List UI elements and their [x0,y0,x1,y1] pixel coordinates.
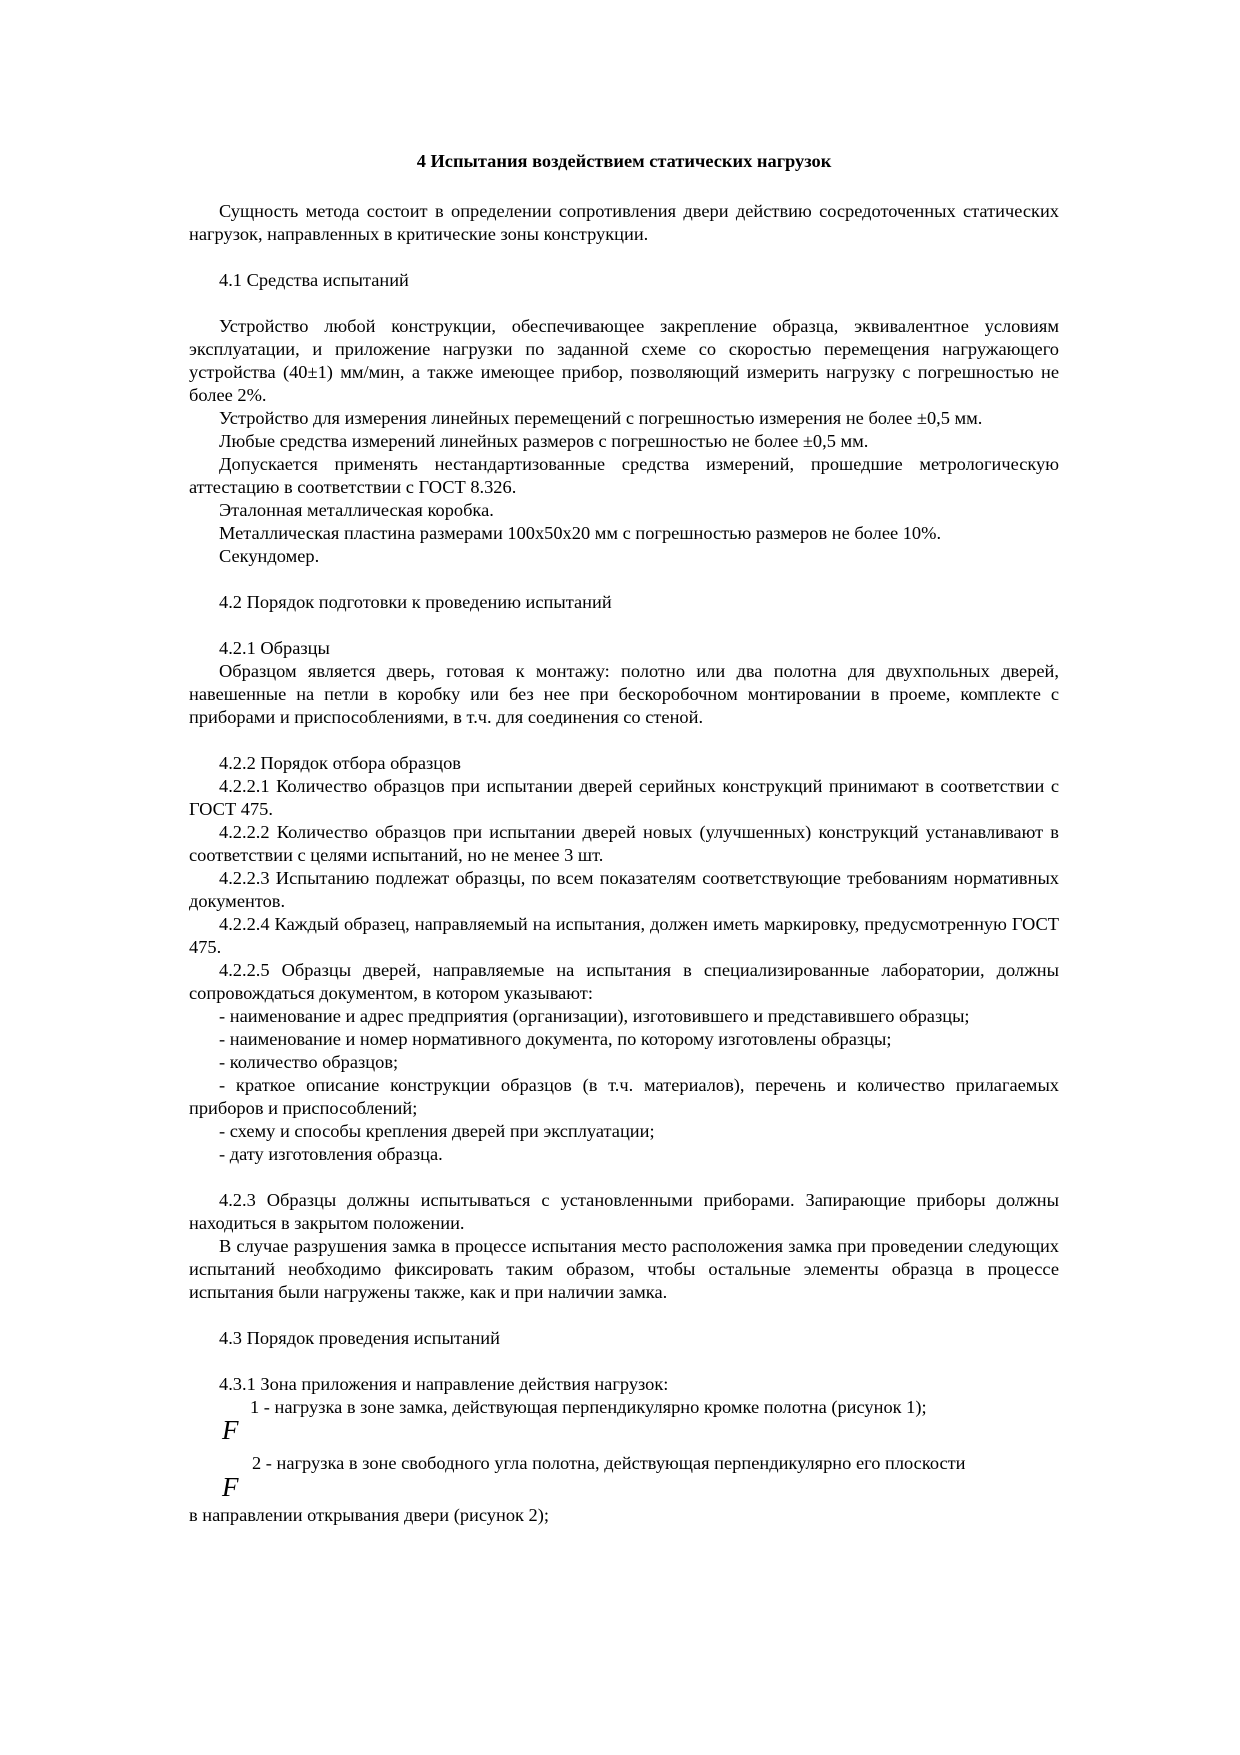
paragraph: 4.2.2.4 Каждый образец, направляемый на испытания, должен иметь маркировку, предусмотренную ГОСТ 475. [189,914,1059,957]
paragraph: 4.2.2.3 Испытанию подлежат образцы, по всем показателям соответствующие требованиям нормативных документов. [189,868,1059,911]
heading-4-2-1: 4.2.1 Образцы [219,638,330,658]
paragraph: Эталонная металлическая коробка. [219,500,494,520]
paragraph: Секундомер. [219,546,320,566]
paragraph: Любые средства измерений линейных размеров с погрешностью не более ±0,5 мм. [219,431,869,451]
intro-paragraph: Сущность метода состоит в определении сопротивления двери действию сосредоточенных статических нагрузок, направленных в критические зоны конструкции. [189,201,1059,244]
heading-4-3-1: 4.3.1 Зона приложения и направление действия нагрузок: [219,1374,669,1394]
list-item: - количество образцов; [219,1052,399,1072]
paragraph: Металлическая пластина размерами 100х50х20 мм с погрешностью размеров не более 10%. [219,523,942,543]
paragraph: Устройство любой конструкции, обеспечивающее закрепление образца, эквивалентное условиям эксплуатации, и приложение нагрузки по заданной схеме со скоростью перемещения нагружающего устройства (40±1) мм/мин, а также имеющее прибор, позволяющий измерить нагрузку с погрешностью не более 2%. [189,316,1059,405]
heading-4-2-2: 4.2.2 Порядок отбора образцов [219,753,461,773]
paragraph: В случае разрушения замка в процессе испытания место расположения замка при проведении следующих испытаний необходимо фиксировать таким образом, чтобы остальные элементы образца в процессе испытания были нагружены также, как и при наличии замка. [189,1236,1059,1302]
paragraph: Допускается применять нестандартизованные средства измерений, прошедшие метрологическую аттестацию в соответствии с ГОСТ 8.326. [189,454,1059,497]
heading-4-1: 4.1 Средства испытаний [219,270,409,290]
list-item: - краткое описание конструкции образцов (в т.ч. материалов), перечень и количество прилагаемых приборов и приспособлений; [189,1075,1059,1118]
load-1-text: 1 - нагрузка в зоне замка, действующая перпендикулярно кромке полотна (рисунок 1); [250,1397,927,1417]
paragraph: Образцом является дверь, готовая к монтажу: полотно или два полотна для двухпольных дверей, навешенные на петли в коробку или без нее при бескоробочном монтировании в проеме, комплекте с приборами и приспособлениями, в т.ч. для соединения со стеной. [189,661,1059,727]
paragraph: Устройство для измерения линейных перемещений с погрешностью измерения не более ±0,5 мм. [219,408,983,428]
load-2-continuation: в направлении открывания двери (рисунок 2); [189,1505,549,1525]
list-item: - наименование и адрес предприятия (организации), изготовившего и представившего образцы; [219,1006,970,1026]
document-page [189,150,1059,1527]
load-item-1 [189,1396,1059,1452]
paragraph: 4.2.2.2 Количество образцов при испытании дверей новых (улучшенных) конструкций устанавливают в соответствии с целями испытаний, но не менее 3 шт. [189,822,1059,865]
list-item: - схему и способы крепления дверей при эксплуатации; [219,1121,655,1141]
paragraph: 4.2.3 Образцы должны испытываться с установленными приборами. Запирающие приборы должны находиться в закрытом положении. [189,1190,1059,1233]
load-2-text: 2 - нагрузка в зоне свободного угла полотна, действующая перпендикулярно его плоскости [252,1453,966,1473]
heading-4-3: 4.3 Порядок проведения испытаний [219,1328,500,1348]
force-symbol: F [222,1472,239,1502]
heading-4-2: 4.2 Порядок подготовки к проведению испытаний [219,592,612,612]
paragraph: 4.2.2.1 Количество образцов при испытании дверей серийных конструкций принимают в соответствии с ГОСТ 475. [189,776,1059,819]
list-item: - наименование и номер нормативного документа, по которому изготовлены образцы; [219,1029,892,1049]
section-title: 4 Испытания воздействием статических нагрузок [416,151,832,171]
force-symbol: F [222,1415,239,1445]
load-item-2 [189,1452,1059,1504]
paragraph: 4.2.2.5 Образцы дверей, направляемые на испытания в специализированные лаборатории, должны сопровождаться документом, в котором указывают: [189,960,1059,1003]
list-item: - дату изготовления образца. [219,1144,443,1164]
